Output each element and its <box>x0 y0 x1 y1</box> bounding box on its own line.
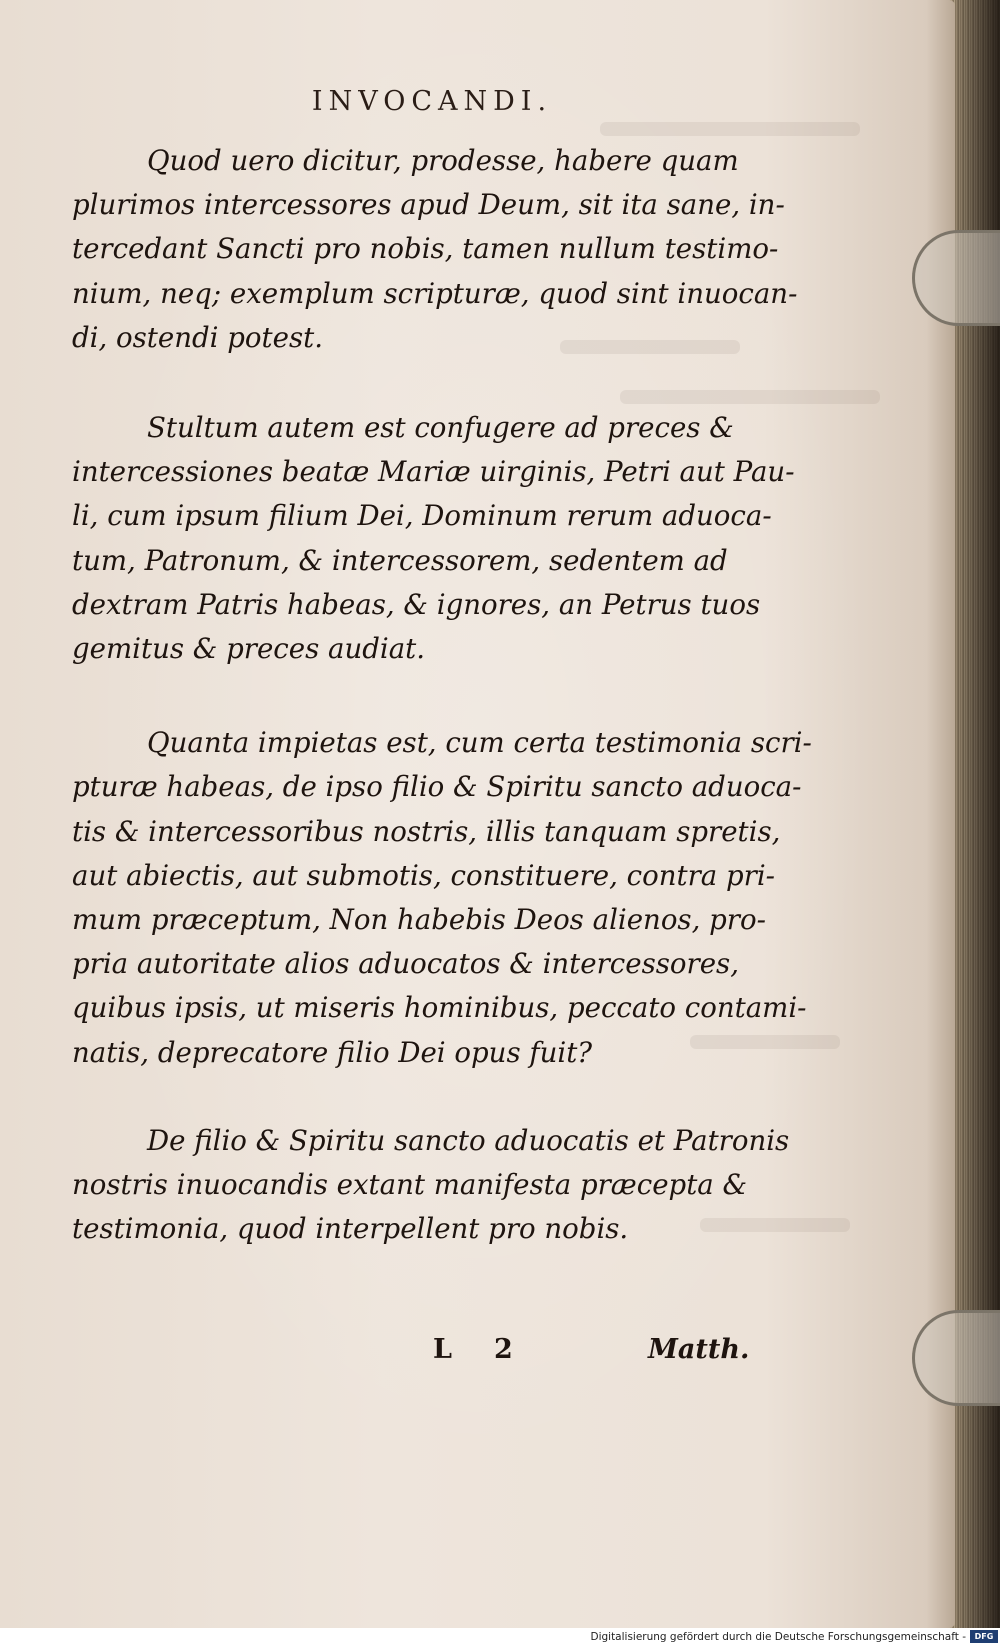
text-line: Quanta impietas est, cum certa testimonia scri- <box>147 726 812 760</box>
text-line: tercedant Sancti pro nobis, tamen nullum testimo- <box>72 232 779 266</box>
text-line: pturæ habeas, de ipso filio & Spiritu sancto aduoca- <box>72 770 802 804</box>
text-line: plurimos intercessores apud Deum, sit ita sane, in- <box>72 188 785 222</box>
text-line: pria autoritate alios aduocatos & intercessores, <box>72 947 739 981</box>
text-line: tis & intercessoribus nostris, illis tanquam spretis, <box>72 814 781 848</box>
text-line: De filio & Spiritu sancto aduocatis et Patronis <box>147 1123 790 1157</box>
text-line: nostris inuocandis extant manifesta præcepta & <box>72 1168 748 1202</box>
text-line: gemitus & preces audiat. <box>72 632 426 666</box>
digitization-credit: Digitalisierung gefördert durch die Deutsche Forschungsgemeinschaft - <box>590 1631 966 1643</box>
text-line: Quod uero dicitur, prodesse, habere quam <box>147 144 739 177</box>
dfg-logo: DFG <box>970 1630 998 1643</box>
text-line: li, cum ipsum filium Dei, Dominum rerum aduoca- <box>72 499 772 533</box>
scanner-clamp-upper <box>912 230 1000 326</box>
text-line: aut abiectis, aut submotis, constituere, contra pri- <box>72 858 776 892</box>
signature-letter: L <box>433 1334 454 1365</box>
page-text <box>72 86 812 1251</box>
text-line: di, ostendi potest. <box>72 320 323 354</box>
text-line: intercessiones beatæ Mariæ uirginis, Petri aut Pau- <box>72 455 795 489</box>
paragraph-3 <box>72 721 812 1075</box>
paragraph-1 <box>72 139 798 360</box>
paragraph-4 <box>72 1119 792 1252</box>
page-footer <box>0 1334 955 1374</box>
signature-mark <box>433 1334 515 1365</box>
catchword: Matth. <box>648 1334 750 1365</box>
text-line: dextram Patris habeas, & ignores, an Petrus tuos <box>72 587 761 621</box>
text-line: nium, neq; exemplum scripturæ, quod sint inuocan- <box>72 276 798 310</box>
text-line: quibus ipsis, ut miseris hominibus, peccato contami- <box>72 991 807 1025</box>
text-line: testimonia, quod interpellent pro nobis. <box>72 1212 629 1246</box>
text-line: mum præceptum, Non habebis Deos alienos, pro- <box>72 903 766 937</box>
scanner-clamp-lower <box>912 1310 1000 1406</box>
text-line: tum, Patronum, & intercessorem, sedentem ad <box>72 543 728 577</box>
signature-number: 2 <box>493 1334 515 1365</box>
text-line: Stultum autem est confugere ad preces & <box>147 411 734 445</box>
paragraph-2 <box>72 406 795 671</box>
text-line: natis, deprecatore filio Dei opus fuit? <box>72 1035 593 1069</box>
running-header: INVOCANDI. <box>311 86 553 117</box>
